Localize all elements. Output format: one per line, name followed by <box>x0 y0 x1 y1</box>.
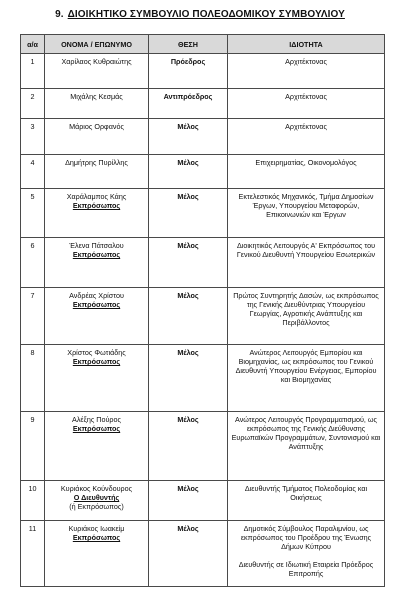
cell-role <box>228 119 385 155</box>
cell-position: Μέλος <box>149 345 228 412</box>
cell-role <box>228 412 385 481</box>
member-name: Χρίστος Φωτιάδης <box>67 348 126 357</box>
cell-role <box>228 481 385 521</box>
representative-label: Εκπρόσωπος <box>72 357 121 366</box>
member-name: Δημήτρης Πυρίλλης <box>65 158 128 167</box>
role-text: Αρχιτέκτονας <box>285 92 327 101</box>
cell-name <box>45 189 149 238</box>
table-row <box>21 481 385 521</box>
role-text: Ανώτερος Λειτουργός Προγραμματισμού, ως εκπρόσωπος της Γενικής Διεύθυνσης Ευρωπαϊκών Προγραμμάτων, Συντονισμού και Ανάπτυξης <box>231 415 381 451</box>
table-row <box>21 119 385 155</box>
cell-position: Μέλος <box>149 412 228 481</box>
cell-role <box>228 155 385 189</box>
member-name: Αλέξης Πούρος <box>72 415 121 424</box>
cell-name <box>45 412 149 481</box>
cell-aa: 10 <box>21 481 45 521</box>
cell-role <box>228 54 385 89</box>
representative-label: Εκπρόσωπος <box>72 424 121 433</box>
member-name: Έλενα Πάτσαλου <box>69 241 124 250</box>
table-row <box>21 155 385 189</box>
cell-name <box>45 238 149 288</box>
cell-position: Μέλος <box>149 238 228 288</box>
table-row <box>21 521 385 587</box>
cell-aa: 3 <box>21 119 45 155</box>
section-title: ΔΙΟΙΚΗΤΙΚΟ ΣΥΜΒΟΥΛΙΟ ΠΟΛΕΟΔΟΜΙΚΟΥ ΣΥΜΒΟΥΛΙΟΥ <box>67 9 345 20</box>
cell-aa: 4 <box>21 155 45 189</box>
cell-position: Μέλος <box>149 481 228 521</box>
member-name: Ανδρέας Χρίστου <box>69 291 124 300</box>
table-header-row <box>21 35 385 54</box>
section-number: 9. <box>55 9 64 20</box>
table-row <box>21 288 385 345</box>
cell-position: Μέλος <box>149 521 228 587</box>
table-row <box>21 89 385 119</box>
cell-role <box>228 189 385 238</box>
cell-position: Μέλος <box>149 189 228 238</box>
cell-aa: 1 <box>21 54 45 89</box>
cell-role <box>228 238 385 288</box>
role-text-secondary: Διευθυντής σε Ιδιωτική Εταιρεία Πρόεδρος Επιτροπής <box>238 560 374 578</box>
table-row <box>21 189 385 238</box>
cell-aa: 11 <box>21 521 45 587</box>
cell-name <box>45 481 149 521</box>
cell-name <box>45 54 149 89</box>
role-text: Διοικητικός Λειτουργός Α' Εκπρόσωπος του Γενικού Διευθυντή Υπουργείου Εσωτερικών <box>236 241 376 259</box>
table-row <box>21 54 385 89</box>
role-text: Αρχιτέκτονας <box>285 122 327 131</box>
role-spacer <box>231 551 381 560</box>
role-text: Δημοτικός Σύμβουλος Παραλιμνίου, ως εκπρόσωπος του Προέδρου της Ένωσης Δήμων Κύπρου <box>240 524 372 551</box>
table-row <box>21 345 385 412</box>
role-text: Επιχειρηματίας, Οικονομολόγος <box>255 158 357 167</box>
header-position: ΘΕΣΗ <box>149 35 228 54</box>
cell-aa: 2 <box>21 89 45 119</box>
cell-aa: 8 <box>21 345 45 412</box>
cell-position: Μέλος <box>149 119 228 155</box>
role-text: Ανώτερος Λειτουργός Εμπορίου και Βιομηχανίας, ως εκπρόσωπος του Γενικού Διευθυντή Υπουργείου Ενέργειας, Εμπορίου και Βιομηχανίας <box>235 348 377 384</box>
representative-label: Εκπρόσωπος <box>72 250 121 259</box>
member-name: Μάριος Ορφανός <box>69 122 124 131</box>
representative-label: Εκπρόσωπος <box>72 201 121 210</box>
cell-name <box>45 89 149 119</box>
page-title <box>0 9 400 20</box>
table-row <box>21 412 385 481</box>
cell-position: Μέλος <box>149 288 228 345</box>
representative-label: Ο Διευθυντής <box>73 493 120 502</box>
member-name: Χαράλαμπος Κάης <box>66 192 127 201</box>
member-name: Κυριάκος Ιωακείμ <box>68 524 125 533</box>
cell-role <box>228 288 385 345</box>
cell-name <box>45 288 149 345</box>
cell-role <box>228 521 385 587</box>
role-text: Πρώτος Συντηρητής Δασών, ως εκπρόσωπος της Γενικής Διευθύντριας Υπουργείου Γεωργίας, Αγροτικής Ανάπτυξης και Περιβάλλοντος <box>233 291 379 327</box>
cell-name <box>45 119 149 155</box>
cell-position: Πρόεδρος <box>149 54 228 89</box>
cell-aa: 6 <box>21 238 45 288</box>
cell-aa: 9 <box>21 412 45 481</box>
representative-label: Εκπρόσωπος <box>72 533 121 542</box>
cell-name <box>45 345 149 412</box>
member-name: Κυριάκος Κούνδουρος <box>60 484 133 493</box>
role-text: Αρχιτέκτονας <box>285 57 327 66</box>
representative-label: Εκπρόσωπος <box>72 300 121 309</box>
role-text: Εκτελεστικός Μηχανικός, Τμήμα Δημοσίων Έργων, Υπουργείου Μεταφορών, Επικοινωνιών και Έργων <box>238 192 374 219</box>
cell-name <box>45 155 149 189</box>
cell-role <box>228 89 385 119</box>
cell-name <box>45 521 149 587</box>
cell-role <box>228 345 385 412</box>
member-name: Μιχάλης Κεσμάς <box>70 92 123 101</box>
representative-note: (ή Εκπρόσωπος) <box>69 502 124 511</box>
header-name: ΟΝΟΜΑ / ΕΠΩΝΥΜΟ <box>45 35 149 54</box>
cell-position: Μέλος <box>149 155 228 189</box>
header-aa: α/α <box>21 35 45 54</box>
header-role: ΙΔΙΟΤΗΤΑ <box>228 35 385 54</box>
cell-aa: 7 <box>21 288 45 345</box>
table-row <box>21 238 385 288</box>
cell-position: Αντιπρόεδρος <box>149 89 228 119</box>
cell-aa: 5 <box>21 189 45 238</box>
role-text: Διευθυντής Τμήματος Πολεοδομίας και Οικήσεως <box>244 484 368 502</box>
board-members-table <box>20 34 385 587</box>
member-name: Χαρίλαος Κυθραιώτης <box>61 57 132 66</box>
